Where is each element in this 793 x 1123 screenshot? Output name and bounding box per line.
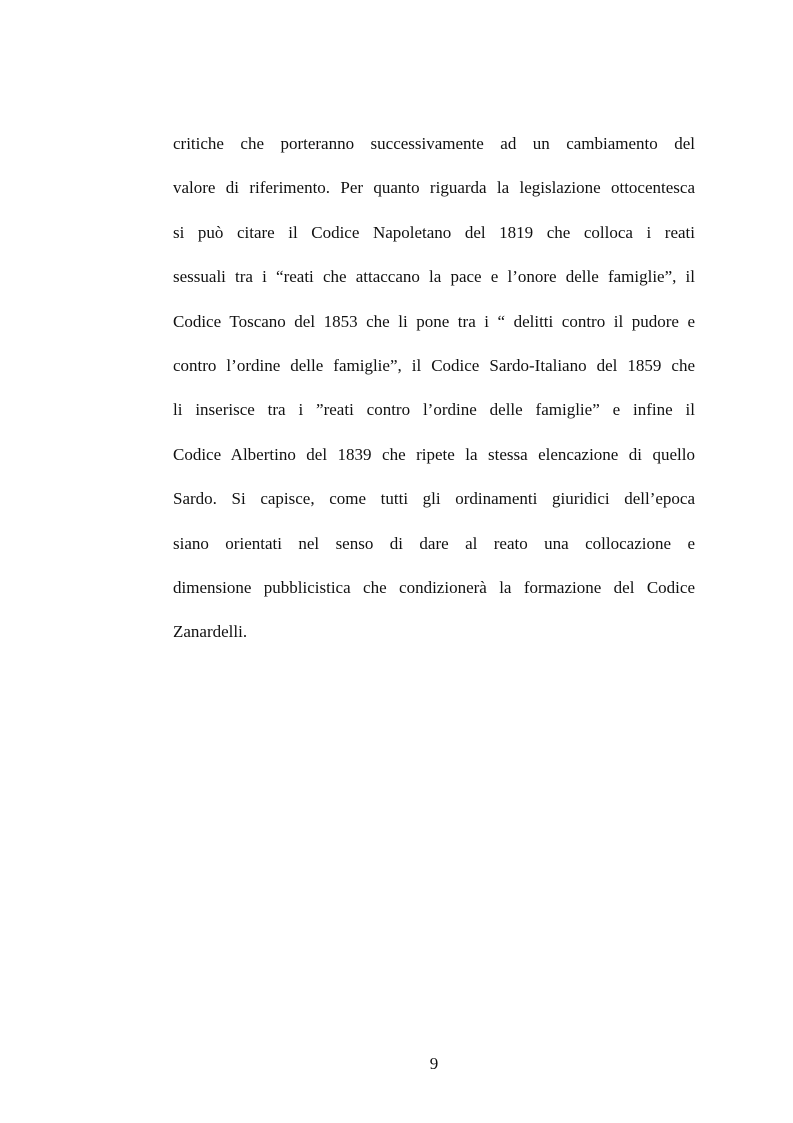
- text-line: contro l’ordine delle famiglie”, il Codice Sardo-Italiano del 1859 che: [173, 355, 695, 375]
- text-line: si può citare il Codice Napoletano del 1819 che colloca i reati: [173, 222, 695, 242]
- text-line: valore di riferimento. Per quanto riguarda la legislazione ottocentesca: [173, 178, 695, 198]
- text-line: li inserisce tra i ”reati contro l’ordine delle famiglie” e infine il: [173, 400, 695, 420]
- text-line: Codice Toscano del 1853 che li pone tra i “ delitti contro il pudore e: [173, 311, 695, 331]
- text-line: Codice Albertino del 1839 che ripete la stessa elencazione di quello: [173, 444, 695, 464]
- page-number: 9: [429, 1054, 439, 1073]
- body-paragraph: [173, 130, 695, 663]
- text-line: siano orientati nel senso di dare al reato una collocazione e: [173, 533, 695, 553]
- text-line: dimensione pubblicistica che condizionerà la formazione del Codice: [173, 577, 695, 597]
- text-line: sessuali tra i “reati che attaccano la pace e l’onore delle famiglie”, il: [173, 267, 695, 287]
- text-line: Sardo. Si capisce, come tutti gli ordinamenti giuridici dell’epoca: [173, 489, 695, 509]
- text-line: Zanardelli.: [173, 622, 248, 642]
- text-line: critiche che porteranno successivamente ad un cambiamento del: [173, 134, 695, 153]
